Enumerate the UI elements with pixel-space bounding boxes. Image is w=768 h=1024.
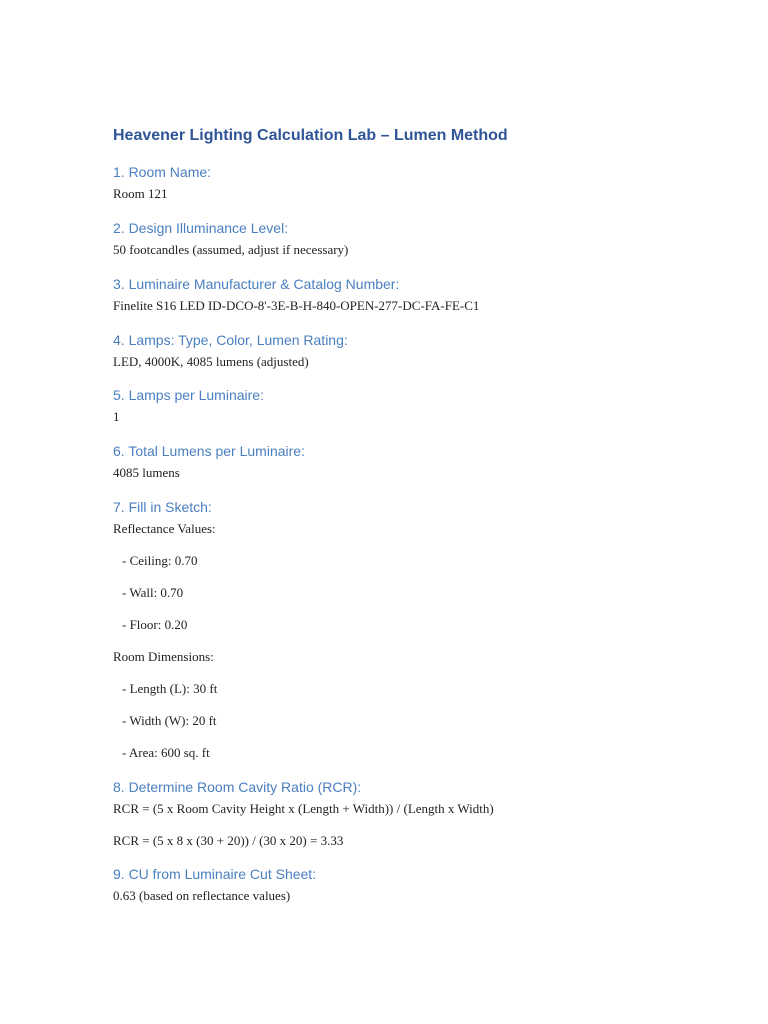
dimension-length: - Length (L): 30 ft — [122, 681, 218, 696]
luminaire-value: Finelite S16 LED ID-DCO-8'-3E-B-H-840-OPEN-277-DC-FA-FE-C1 — [113, 298, 480, 313]
lamps-per-luminaire-value: 1 — [113, 409, 120, 424]
heading-cu: 9. CU from Luminaire Cut Sheet: — [113, 866, 317, 882]
heading-fill-in-sketch: 7. Fill in Sketch: — [113, 499, 212, 515]
reflectance-ceiling: - Ceiling: 0.70 — [122, 553, 198, 568]
reflectance-label: Reflectance Values: — [113, 521, 216, 536]
heading-total-lumens: 6. Total Lumens per Luminaire: — [113, 443, 305, 459]
total-lumens-value: 4085 lumens — [113, 465, 180, 480]
heading-room-name: 1. Room Name: — [113, 164, 212, 180]
room-name-value: Room 121 — [113, 186, 168, 201]
document-title: Heavener Lighting Calculation Lab – Lumen Method — [113, 127, 508, 144]
rcr-calculation: RCR = (5 x 8 x (30 + 20)) / (30 x 20) = 3.33 — [113, 833, 344, 848]
heading-room-cavity-ratio: 8. Determine Room Cavity Ratio (RCR): — [113, 779, 362, 795]
dimension-area: - Area: 600 sq. ft — [122, 745, 210, 760]
heading-lamps: 4. Lamps: Type, Color, Lumen Rating: — [113, 332, 348, 348]
cu-value: 0.63 (based on reflectance values) — [113, 888, 291, 903]
rcr-formula: RCR = (5 x Room Cavity Height x (Length + Width)) / (Length x Width) — [113, 801, 494, 816]
design-illuminance-value: 50 footcandles (assumed, adjust if necessary) — [113, 242, 349, 257]
heading-luminaire: 3. Luminaire Manufacturer & Catalog Number: — [113, 276, 400, 292]
dimension-width: - Width (W): 20 ft — [122, 713, 217, 728]
lamps-value: LED, 4000K, 4085 lumens (adjusted) — [113, 354, 309, 369]
heading-design-illuminance: 2. Design Illuminance Level: — [113, 220, 289, 236]
reflectance-wall: - Wall: 0.70 — [122, 585, 184, 600]
reflectance-floor: - Floor: 0.20 — [122, 617, 188, 632]
heading-lamps-per-luminaire: 5. Lamps per Luminaire: — [113, 387, 264, 403]
room-dimensions-label: Room Dimensions: — [113, 649, 214, 664]
